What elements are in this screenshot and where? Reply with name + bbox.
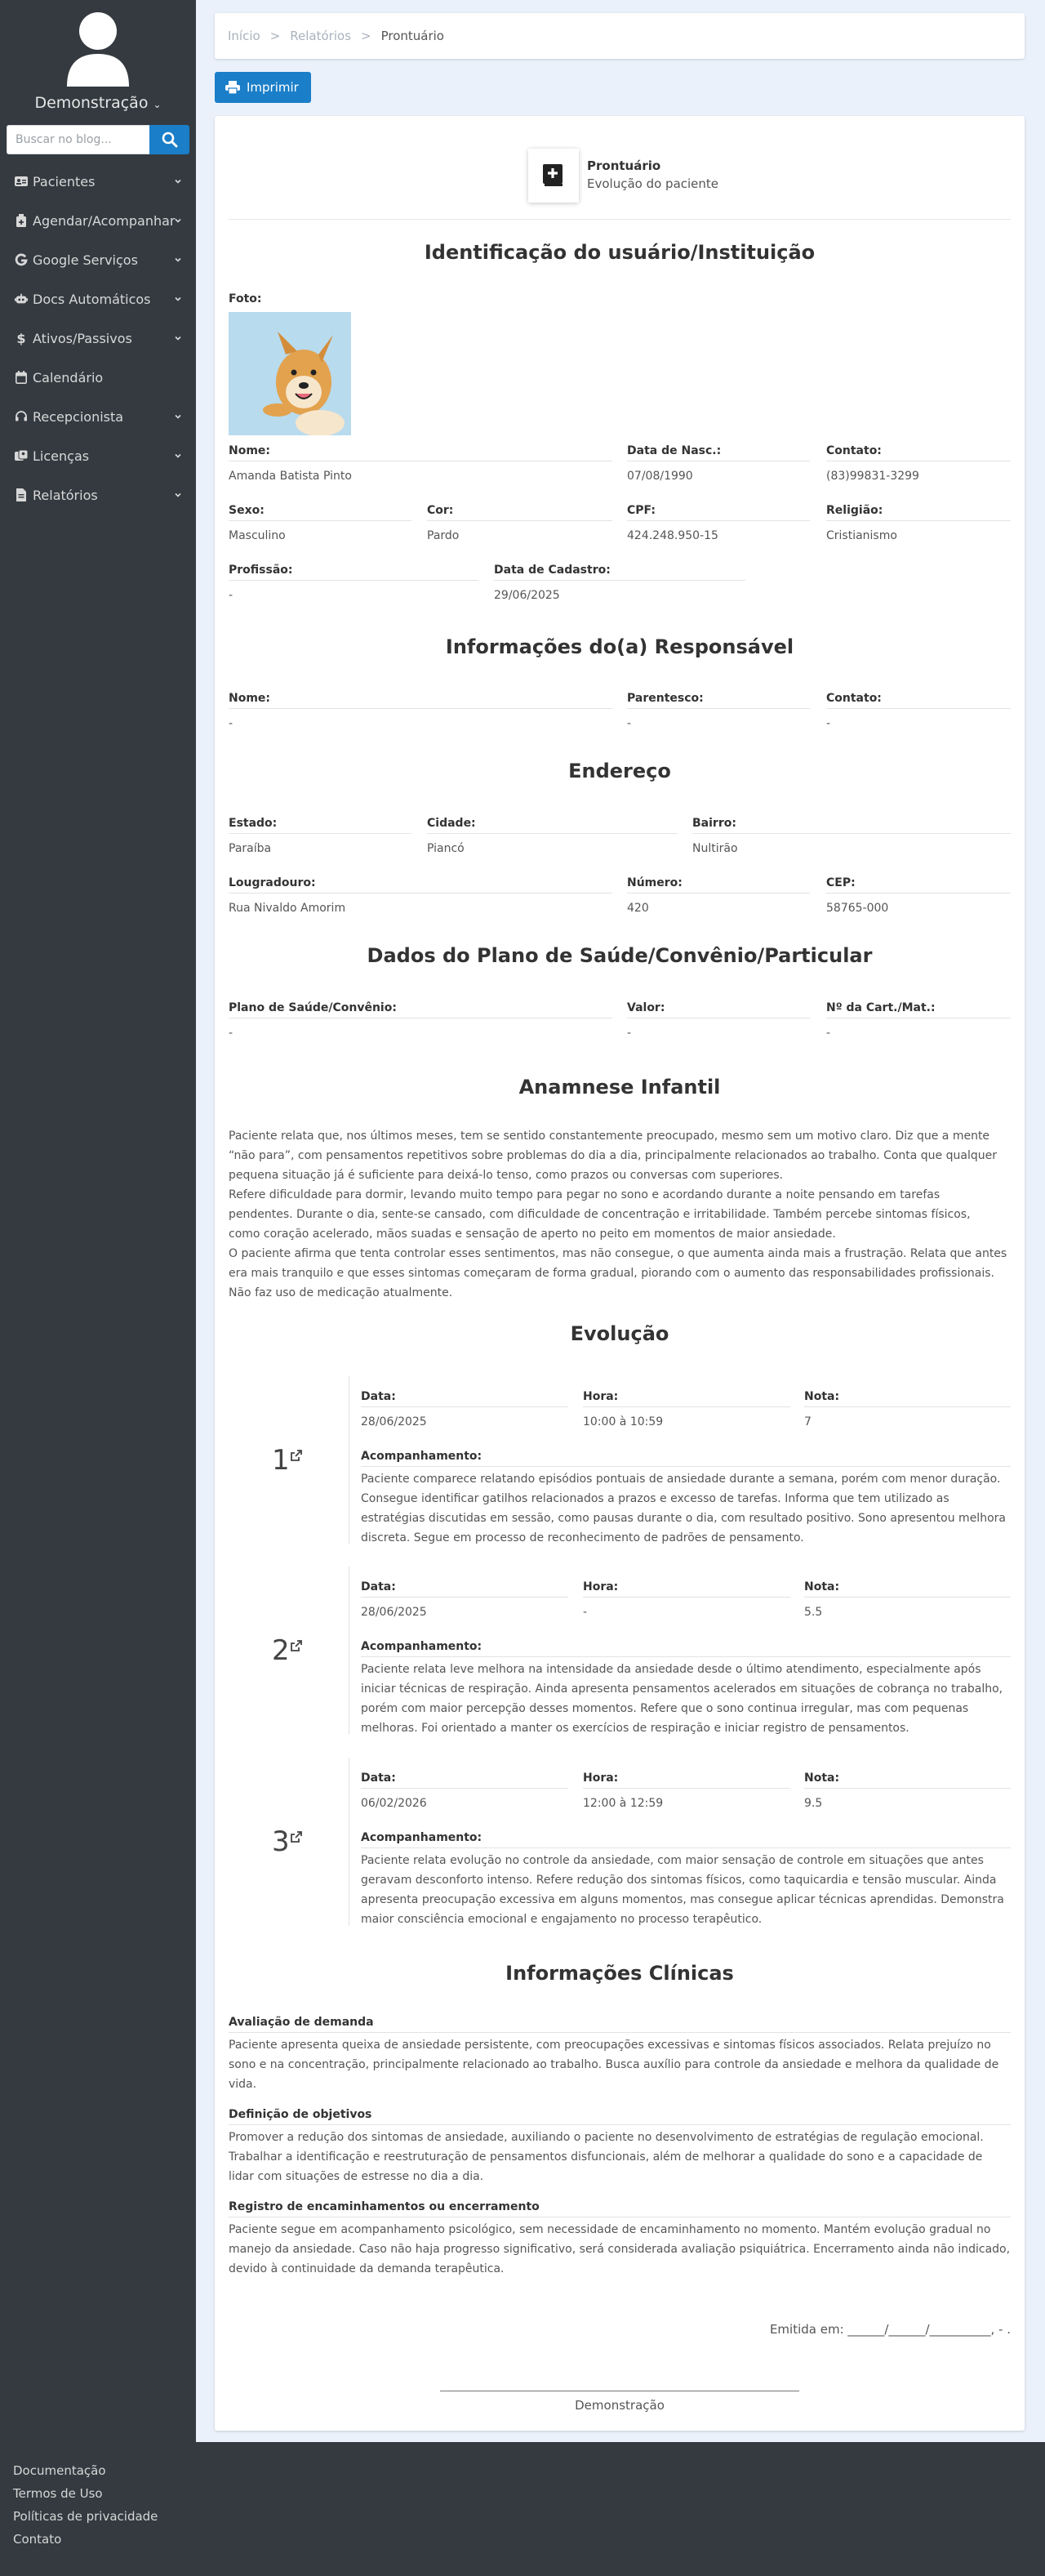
text-line: geravam desconforto intenso. Refere redução dos sintomas físicos, como taquicardia e tensão muscular. Ainda (361, 1874, 997, 1887)
numero-value: 420 (627, 902, 649, 915)
field-underline (804, 1406, 1011, 1407)
cadastro-label: Data de Cadastro: (494, 564, 611, 577)
cpf-label: CPF: (627, 504, 656, 517)
text-line: iniciar técnicas de respiração. Ainda apresenta pensamentos acelerados em situações de cobrança no trabalho, (361, 1682, 1003, 1696)
sidebar-item-relatorios[interactable] (0, 475, 196, 515)
calendar-icon (15, 371, 28, 384)
text-line: Paciente comparece relatando episódios pontuais de ansiedade durante a semana, porém com menor duração. (361, 1473, 1001, 1486)
field-underline (494, 580, 745, 581)
text-line: Refere dificuldade para dormir, levando muito tempo para pegar no sono e acordando durante a noite pensando em tarefas (229, 1188, 940, 1201)
sidebar-item-label: Docs Automáticos (33, 291, 151, 307)
cidade-label: Cidade: (427, 817, 476, 830)
field-underline (804, 1788, 1011, 1789)
field-underline (583, 1788, 790, 1789)
text-line: Paciente relata leve melhora na intensidade da ansiedade desde o último atendimento, especialmente após (361, 1663, 981, 1676)
field-underline (229, 2124, 1011, 2125)
evo-hora-value: - (583, 1606, 588, 1619)
chevron-down-icon: ⌄ (153, 99, 162, 110)
sidebar-item-docs[interactable] (0, 279, 196, 319)
chevron-down-icon (173, 333, 183, 343)
sidebar-item-calendario[interactable] (0, 358, 196, 397)
sidebar-item-agendar[interactable] (0, 201, 196, 240)
field-underline (427, 520, 612, 521)
sidebar-item-label: Agendar/Acompanhar (33, 212, 176, 229)
section-title-endereco: Endereço (568, 760, 671, 782)
field-underline (627, 520, 810, 521)
sidebar-item-label: Pacientes (33, 173, 96, 189)
document-header (528, 149, 719, 207)
sexo-label: Sexo: (229, 504, 265, 517)
nasc-label: Data de Nasc.: (627, 444, 722, 457)
evo-data-value: 28/06/2025 (361, 1415, 427, 1428)
evo-data-label: Data: (361, 1772, 396, 1785)
logradouro-value: Rua Nivaldo Amorim (229, 902, 346, 915)
evolution-number: 2 (272, 1634, 290, 1667)
sidebar-item-label: Relatórios (33, 487, 98, 503)
nasc-value: 07/08/1990 (627, 470, 693, 483)
section-title-responsavel: Informações do(a) Responsável (445, 635, 794, 658)
sidebar-item-label: Calendário (33, 369, 104, 386)
text-line: Paciente apresenta queixa de ansiedade persistente, com preocupações excessivas e sintomas físicos associados. Relata prejuízo no (229, 2039, 991, 2052)
text-line: porém com maior percepção desses momentos. Refere que o sono continua irregular, mas com pequenas (361, 1702, 969, 1715)
evo-nota-value: 5.5 (804, 1606, 823, 1619)
breadcrumb (215, 13, 1025, 59)
external-link-icon[interactable] (290, 1639, 303, 1652)
plano-label: Plano de Saúde/Convênio: (229, 1001, 397, 1014)
field-underline (583, 1406, 790, 1407)
text-line: pequena situação já é suficiente para deixá-lo tenso, como prazos ou conversas com superiores. (229, 1169, 784, 1182)
text-line: melhoras. Foi orientado a manter os exercícios de respiração e iniciar registro de pensamentos. (361, 1722, 909, 1735)
sidebar-item-label: Ativos/Passivos (33, 330, 132, 346)
evo-nota-value: 9.5 (804, 1797, 823, 1810)
patient-photo (229, 312, 351, 435)
search-form (7, 125, 189, 154)
cart-value: - (826, 1027, 831, 1040)
footer-link-documentacao[interactable]: Documentação (13, 2463, 106, 2478)
text-line: devido à continuidade da demanda terapêutica. (229, 2262, 505, 2275)
evo-nota-label: Nota: (804, 1580, 840, 1593)
cpf-value: 424.248.950-15 (627, 529, 718, 542)
text-line: lidar com situações de estresse no dia a dia. (229, 2170, 484, 2183)
breadcrumb-link-relatorios[interactable]: Relatórios (290, 29, 352, 43)
calendar-plus-icon (15, 214, 28, 227)
cidade-value: Piancó (427, 842, 465, 855)
evo-nota-label: Nota: (804, 1390, 840, 1403)
valor-value: - (627, 1027, 632, 1040)
field-underline (229, 893, 612, 894)
headset-icon (15, 410, 28, 423)
field-underline (583, 1597, 790, 1598)
text-line: discreta. Segue em processo de reconhecimento de padrões de pensamento. (361, 1531, 804, 1544)
text-line: como coração acelerado, mãos suadas e sensação de aperto no peito em momentos de maior ansiedade. (229, 1228, 836, 1241)
evo-acomp-label: Acompanhamento: (361, 1640, 482, 1653)
cart-label: Nº da Cart./Mat.: (826, 1001, 936, 1014)
evo-hora-label: Hora: (583, 1580, 619, 1593)
user-name: Demonstração (34, 94, 149, 112)
parentesco-label: Parentesco: (627, 692, 704, 705)
text-line: Paciente relata evolução no controle da ansiedade, com maior sensação de controle em situações que antes (361, 1854, 984, 1867)
contato-value: (83)99831-3299 (826, 470, 919, 483)
evo-acomp-text (361, 1660, 1014, 1738)
chevron-down-icon (173, 216, 183, 225)
text-line: Promover a redução dos sintomas de ansiedade, auxiliando o paciente no desenvolvimento de estratégias de regulação emocional. (229, 2131, 984, 2144)
resp-contato-label: Contato: (826, 692, 882, 705)
field-underline (229, 708, 612, 709)
contato-label: Contato: (826, 444, 882, 457)
sidebar-item-ativos[interactable] (0, 319, 196, 358)
emitida-em: Emitida em: ______/______/__________, - . (769, 2322, 1011, 2337)
evo-nota-value: 7 (804, 1415, 812, 1428)
chevron-down-icon (173, 255, 183, 265)
sidebar-item-label: Recepcionista (33, 408, 124, 425)
plano-value: - (229, 1027, 233, 1040)
clinica-block-text (229, 2035, 1012, 2094)
breadcrumb-separator: > (361, 29, 371, 43)
text-line: manejo da ansiedade. Caso não haja progresso significativo, será considerada avaliação psiquiátrica. Encerramento ainda não indicado, (229, 2243, 1011, 2256)
field-underline (229, 833, 411, 834)
clinica-block-text (229, 2128, 1012, 2186)
chevron-down-icon (173, 294, 183, 304)
clinica-block-label: Definição de objetivos (229, 2108, 372, 2121)
breadcrumb-separator: > (269, 29, 281, 43)
user-menu[interactable] (0, 94, 196, 112)
field-underline (826, 893, 1011, 894)
sidebar-item-licencas[interactable] (0, 436, 196, 475)
evo-acomp-label: Acompanhamento: (361, 1831, 482, 1844)
user-avatar-icon[interactable] (65, 11, 131, 87)
chevron-down-icon (173, 176, 183, 186)
print-button[interactable] (215, 72, 311, 103)
field-underline (627, 708, 810, 709)
chevron-down-icon (173, 451, 183, 461)
religiao-label: Religião: (826, 504, 883, 517)
field-underline (427, 833, 678, 834)
resp-nome-label: Nome: (229, 692, 271, 705)
printer-icon (225, 81, 240, 94)
evo-acomp-text (361, 1851, 1014, 1929)
sidebar (0, 0, 196, 2442)
estado-value: Paraíba (229, 842, 272, 855)
evolution-number: 1 (272, 1444, 290, 1477)
nome-value: Amanda Batista Pinto (229, 470, 352, 483)
field-underline (361, 1406, 568, 1407)
cadastro-value: 29/06/2025 (494, 589, 560, 602)
evo-hora-label: Hora: (583, 1390, 619, 1403)
search-button[interactable] (149, 125, 189, 154)
evo-hora-value: 12:00 à 12:59 (583, 1797, 664, 1810)
numero-label: Número: (627, 876, 683, 889)
field-underline (804, 1597, 1011, 1598)
cep-label: CEP: (826, 876, 856, 889)
evo-data-label: Data: (361, 1390, 396, 1403)
clinica-block-label: Avaliação de demanda (229, 2016, 374, 2029)
evo-data-value: 28/06/2025 (361, 1606, 427, 1619)
text-line: Consegue identificar gatilhos relacionados a prazos e excesso de tarefas. Informa que tem utilizado as (361, 1492, 949, 1505)
section-title-plano: Dados do Plano de Saúde/Convênio/Particular (367, 944, 873, 967)
profissao-value: - (229, 589, 233, 602)
sidebar-item-label: Google Serviços (33, 252, 138, 268)
evo-data-value: 06/02/2026 (361, 1797, 427, 1810)
evo-hora-label: Hora: (583, 1772, 619, 1785)
text-line: vida. (229, 2078, 257, 2091)
bairro-value: Nultirão (692, 842, 738, 855)
text-line: Paciente relata que, nos últimos meses, tem se sentido constantemente preocupado, mesmo sem um motivo claro. Diz que a mente (229, 1130, 990, 1143)
sidebar-item-recepcionista[interactable] (0, 397, 196, 436)
google-icon (15, 253, 28, 266)
robot-icon (15, 292, 28, 305)
sidebar-item-label: Licenças (33, 448, 90, 464)
text-line: apresenta preocupação excessiva em alguns momentos, mas consegue aplicar técnicas aprendidas. Demonstra (361, 1893, 1004, 1906)
field-underline (229, 580, 478, 581)
cep-value: 58765-000 (826, 902, 889, 915)
text-line: O paciente afirma que tenta controlar esses sentimentos, mas não consegue, o que aumenta ainda mais a frustração. Relata que antes (229, 1247, 1007, 1260)
dog-photo-icon (229, 312, 351, 435)
external-link-icon[interactable] (290, 1830, 303, 1843)
field-underline (361, 1788, 568, 1789)
document-title: Prontuário (587, 158, 661, 173)
id-card-icon (15, 175, 28, 188)
section-title-clinicas: Informações Clínicas (505, 1962, 734, 1985)
text-line: estratégias discutidas em sessão, como pausas durante o dia, com resultado positivo. Sono apresentou melhora (361, 1512, 1006, 1525)
footer-link-privacidade[interactable]: Políticas de privacidade (13, 2509, 158, 2524)
section-title-identificacao: Identificação do usuário/Instituição (424, 241, 816, 264)
id-badge-icon (15, 449, 28, 462)
sidebar-item-pacientes[interactable] (0, 162, 196, 201)
text-line: Paciente segue em acompanhamento psicológico, sem necessidade de encaminhamento no momento. Mantém evolução gradual no (229, 2223, 991, 2236)
document-subtitle: Evolução do paciente (587, 176, 719, 191)
text-line: pendentes. Durante o dia, sente-se cansado, com dificuldade de concentração e irritabilidade. Também percebe sintomas físicos, (229, 1208, 971, 1221)
anamnese-text (229, 1126, 1012, 1303)
breadcrumb-current: Prontuário (380, 29, 444, 43)
field-underline (627, 893, 810, 894)
sidebar-item-google[interactable] (0, 240, 196, 279)
sidebar-nav (0, 162, 196, 515)
estado-label: Estado: (229, 817, 278, 830)
breadcrumb-link-inicio[interactable]: Início (228, 29, 260, 43)
footer (0, 2442, 1045, 2576)
field-underline (692, 833, 1011, 834)
clinica-block-text (229, 2220, 1012, 2279)
profissao-label: Profissão: (229, 564, 293, 577)
parentesco-value: - (627, 717, 632, 730)
field-underline (361, 1597, 568, 1598)
clinica-block-label: Registro de encaminhamentos ou encerramento (229, 2200, 540, 2213)
text-line: maior consciência emocional e engajamento no processo terapêutico. (361, 1913, 763, 1926)
text-line: era mais tranquilo e que esses sintomas começaram de forma gradual, piorando com o aumento das responsabilidades profissionais. (229, 1267, 994, 1280)
medical-book-icon (528, 149, 579, 203)
valor-label: Valor: (627, 1001, 665, 1014)
nome-label: Nome: (229, 444, 271, 457)
section-title-evolucao: Evolução (570, 1322, 669, 1345)
cor-label: Cor: (427, 504, 454, 517)
field-underline (361, 1466, 1011, 1467)
prontuario-card (215, 116, 1025, 2431)
bairro-label: Bairro: (692, 817, 736, 830)
divider (229, 219, 1011, 220)
text-line: “não para”, com pensamentos repetitivos sobre problemas do dia a dia, principalmente relacionados ao trabalho. Conta que qualquer (229, 1149, 997, 1162)
footer-link-termos[interactable]: Termos de Uso (13, 2486, 103, 2501)
logradouro-label: Lougradouro: (229, 876, 316, 889)
text-line: sono e na concentração, principalmente relacionado ao trabalho. Busca auxílio para controle da ansiedade e melhora da qualidade de (229, 2058, 999, 2071)
external-link-icon[interactable] (290, 1449, 303, 1462)
text-line: Não faz uso de medicação atualmente. (229, 1286, 453, 1299)
field-underline (229, 2032, 1011, 2033)
sexo-value: Masculino (229, 529, 286, 542)
dollar-icon: $ (16, 330, 26, 346)
field-underline (361, 1656, 1011, 1657)
signature-name: Demonstração (575, 2398, 665, 2413)
evo-acomp-label: Acompanhamento: (361, 1450, 482, 1463)
resp-nome-value: - (229, 717, 233, 730)
footer-link-contato[interactable]: Contato (13, 2532, 62, 2547)
resp-contato-value: - (826, 717, 831, 730)
field-underline (826, 520, 1011, 521)
text-line: Trabalhar a identificação e reestruturação de pensamentos disfuncionais, além de melhorar a qualidade do sono e a capacidade de (229, 2150, 983, 2164)
field-underline (826, 708, 1011, 709)
foto-label: Foto: (229, 292, 262, 305)
search-icon (162, 131, 178, 148)
evo-nota-label: Nota: (804, 1772, 840, 1785)
religiao-value: Cristianismo (826, 529, 897, 542)
print-button-label: Imprimir (247, 80, 299, 95)
evo-acomp-text (361, 1469, 1014, 1548)
section-title-anamnese: Anamnese Infantil (518, 1076, 721, 1099)
file-icon (15, 488, 28, 501)
field-underline (361, 1847, 1011, 1848)
cor-value: Pardo (427, 529, 460, 542)
field-underline (229, 520, 411, 521)
evo-hora-value: 10:00 à 10:59 (583, 1415, 664, 1428)
chevron-down-icon (173, 490, 183, 500)
chevron-down-icon (173, 412, 183, 421)
evo-data-label: Data: (361, 1580, 396, 1593)
evolution-number: 3 (272, 1825, 290, 1858)
search-input[interactable] (7, 125, 149, 154)
